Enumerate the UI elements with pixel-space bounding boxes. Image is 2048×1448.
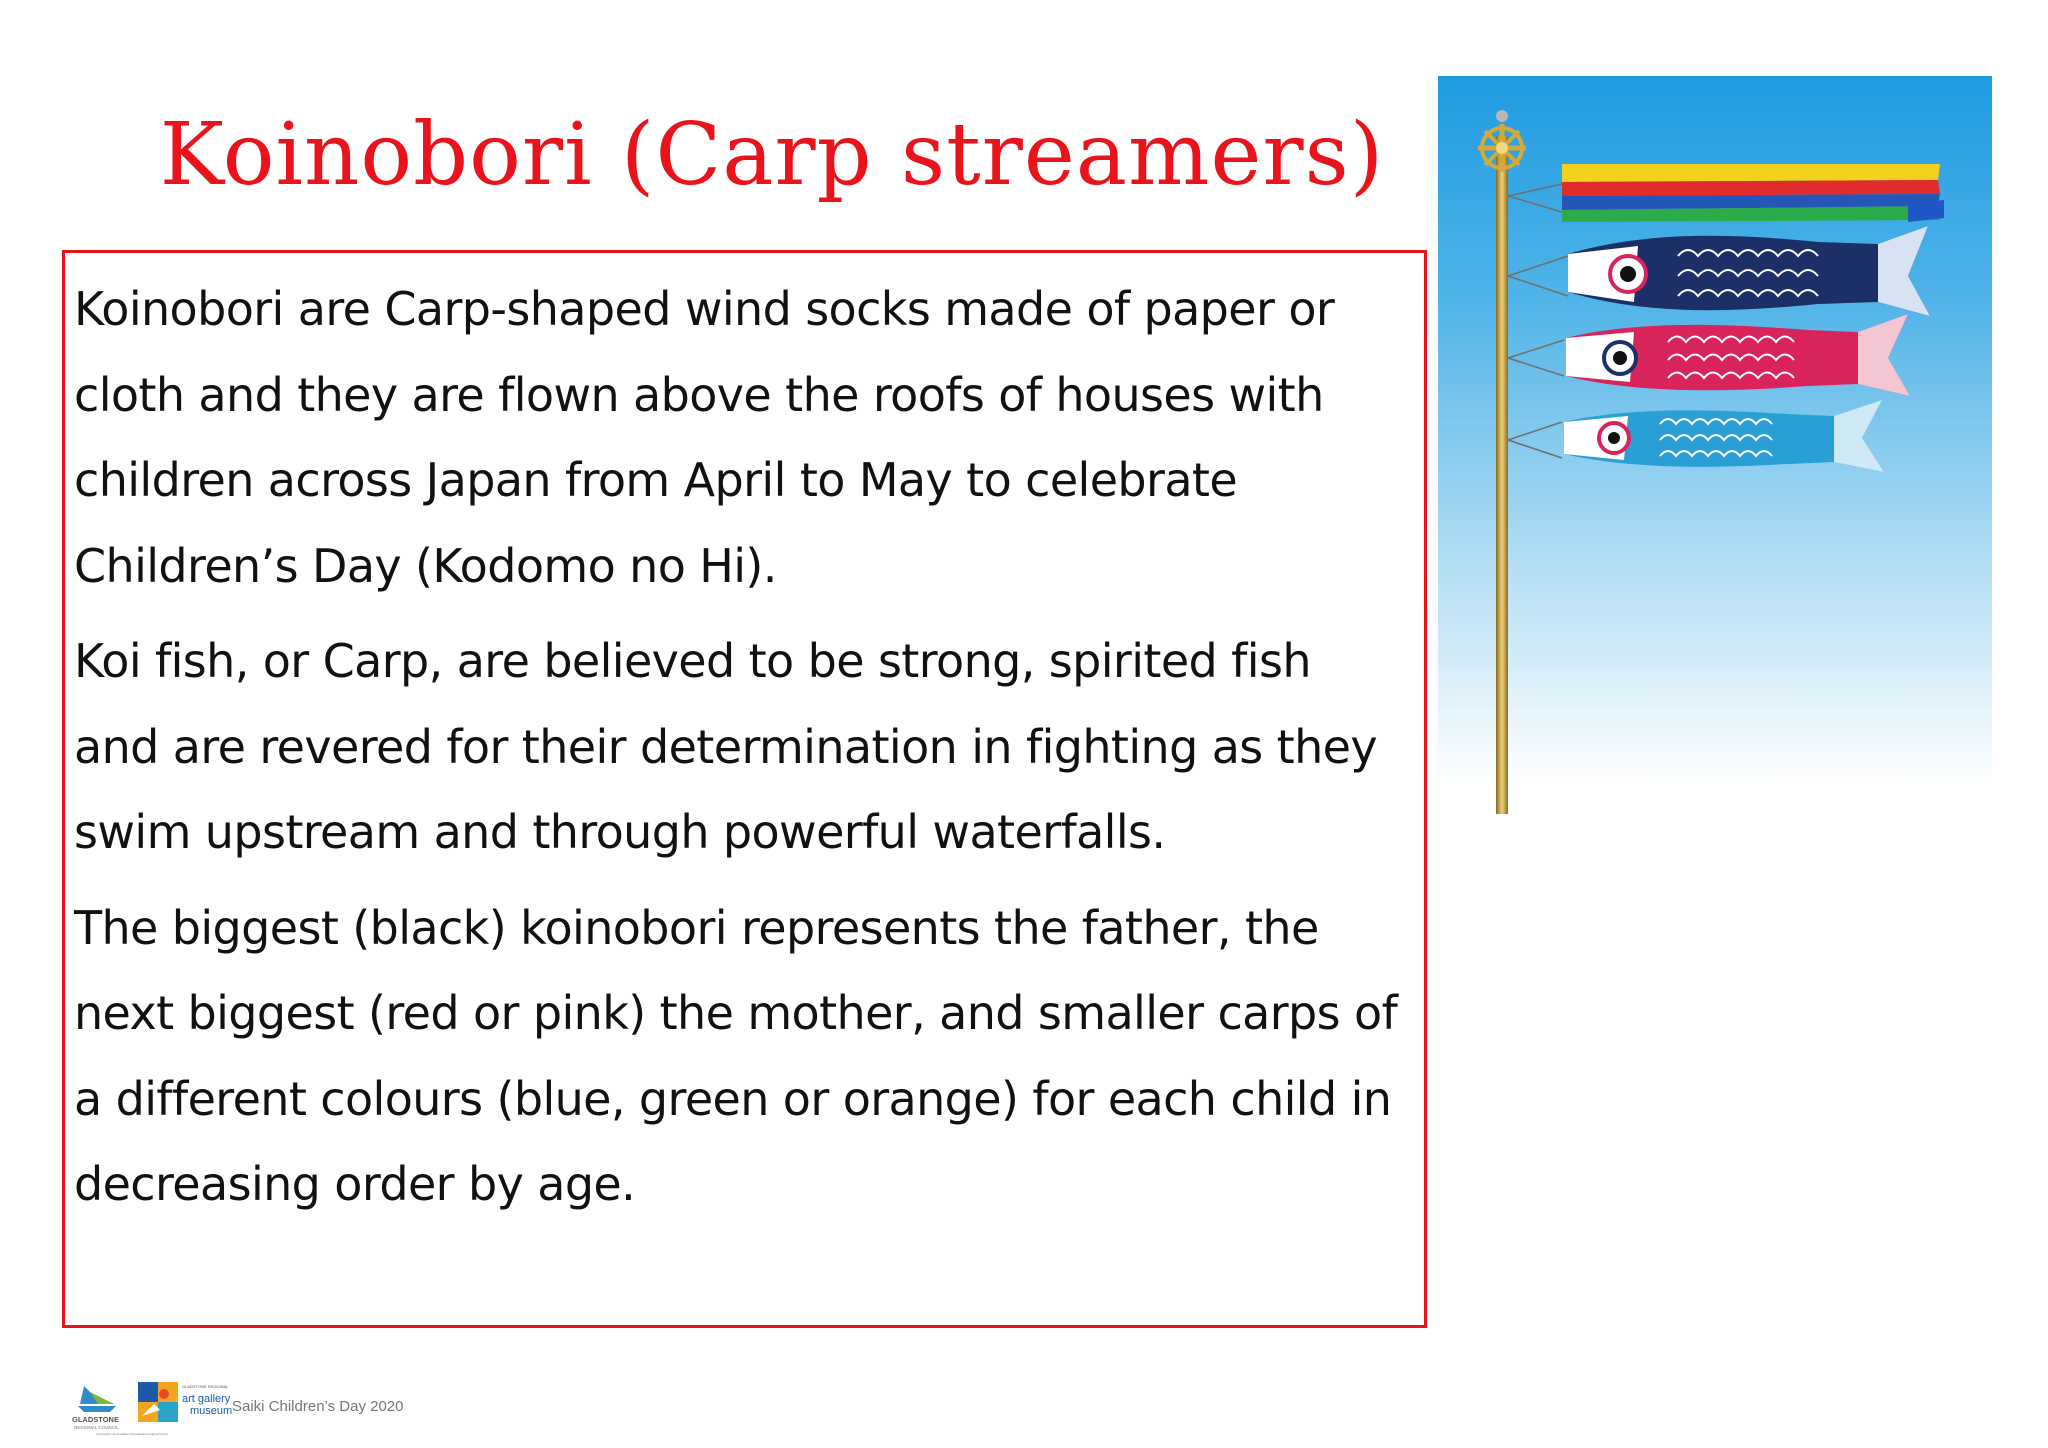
paragraph-koi-fish: Koi fish, or Carp, are believed to be strong, spirited fish and are revered for their determination in fighting as they swim upstream and through powerful waterfalls. <box>74 634 1377 859</box>
paragraph-family: The biggest (black) koinobori represents the father, the next biggest (red or pink) the mother, and smaller carps of a different colours (blue, green or orange) for each child in decreasing order by age. <box>74 900 1398 1211</box>
mother-carp-icon <box>1566 314 1910 396</box>
father-carp-icon <box>1568 226 1930 316</box>
gladstone-council-logo <box>70 1380 168 1440</box>
pole <box>1496 136 1508 814</box>
svg-text:A community cultural initiativ: A community cultural initiative of the Gladstone Regional Council <box>96 1433 168 1436</box>
pinwheel-icon <box>1478 124 1526 172</box>
svg-text:museum: museum <box>190 1405 233 1417</box>
svg-text:GLADSTONE REGIONAL: GLADSTONE REGIONAL <box>182 1384 229 1389</box>
page-title: Koinobori (Carp streamers) <box>159 105 1385 205</box>
svg-text:GLADSTONE: GLADSTONE <box>72 1415 119 1424</box>
child-carp-icon <box>1564 400 1884 472</box>
paragraph-intro: Koinobori are Carp-shaped wind socks made of paper or cloth and they are flown above the roofs of houses with children across Japan from April to May to celebrate Children’s Day (Kodomo no Hi). <box>74 282 1335 593</box>
svg-text:REGIONAL COUNCIL: REGIONAL COUNCIL <box>74 1425 119 1430</box>
footer-caption: Saiki Children’s Day 2020 <box>232 1398 404 1415</box>
rainbow-streamer <box>1562 164 1944 222</box>
text-panel <box>62 250 1427 1328</box>
koinobori-illustration <box>1438 76 1992 814</box>
art-gallery-museum-logo <box>136 1380 232 1428</box>
svg-text:art gallery: art gallery <box>182 1393 231 1405</box>
